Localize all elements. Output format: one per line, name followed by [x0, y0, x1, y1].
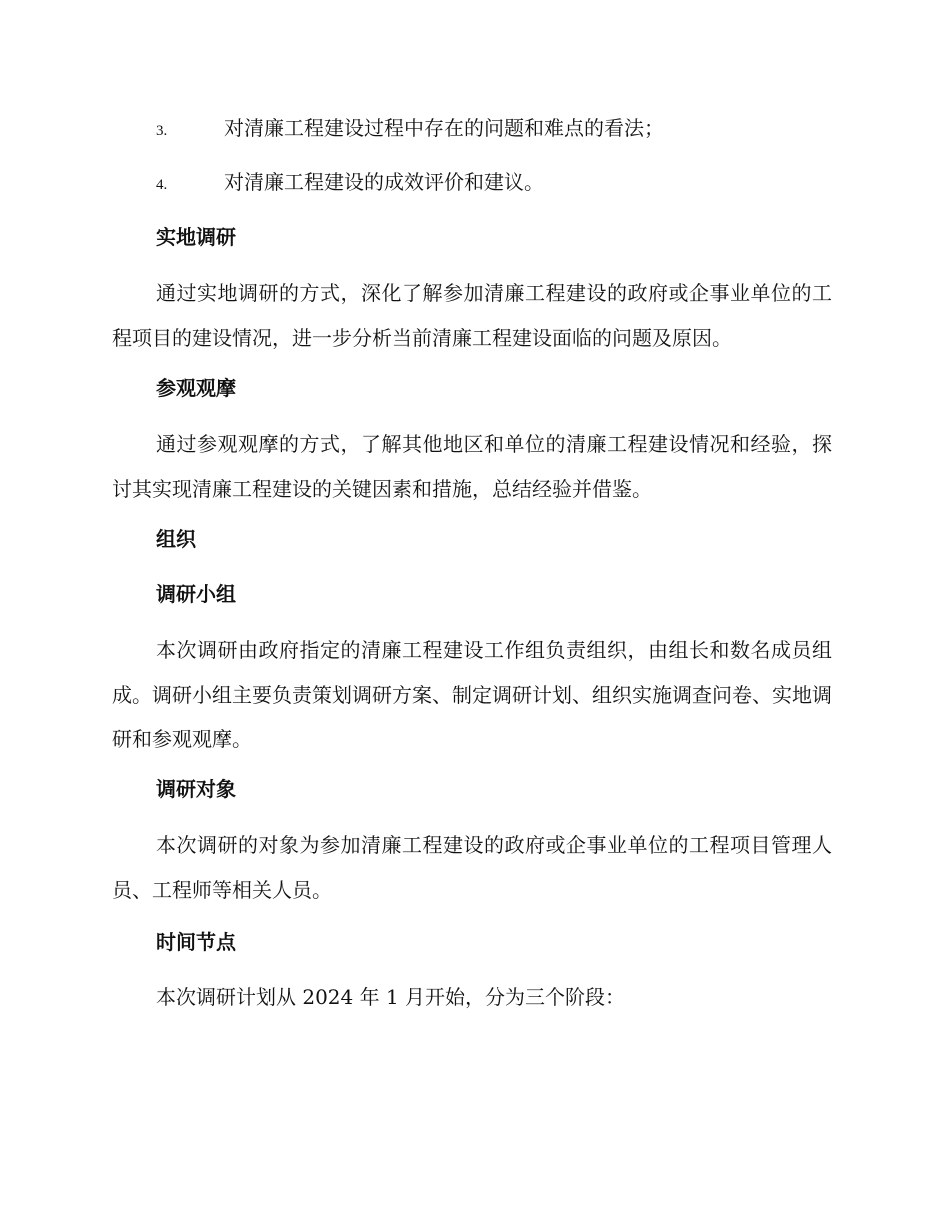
- heading-field-research: 实地调研: [156, 225, 236, 249]
- heading-target: 调研对象: [156, 777, 236, 801]
- paragraph-team: 本次调研由政府指定的清廉工程建设工作组负责组织，由组长和数名成员组成。调研小组主要负责策划调研方案、制定调研计划、组织实施调查问卷、实地调研和参观观摩。: [112, 638, 832, 751]
- paragraph-target: 本次调研的对象为参加清廉工程建设的政府或企事业单位的工程项目管理人员、工程师等相关人员。: [112, 833, 832, 902]
- heading-team: 调研小组: [156, 582, 236, 606]
- list-text: 对清廉工程建设的成效评价和建议。: [224, 170, 544, 194]
- list-item-4: [156, 168, 544, 199]
- list-number: 4.: [156, 177, 168, 193]
- paragraph-field-research: 通过实地调研的方式，深化了解参加清廉工程建设的政府或企事业单位的工程项目的建设情况，进一步分析当前清廉工程建设面临的问题及原因。: [112, 281, 832, 350]
- heading-visit: 参观观摩: [156, 376, 236, 400]
- paragraph-visit: 通过参观观摩的方式，了解其他地区和单位的清廉工程建设情况和经验，探讨其实现清廉工程建设的关键因素和措施，总结经验并借鉴。: [112, 432, 832, 501]
- list-number: 3.: [156, 123, 168, 139]
- list-item-3: [156, 114, 664, 145]
- heading-organization: 组织: [156, 527, 196, 551]
- heading-timeline: 时间节点: [156, 930, 236, 954]
- list-text: 对清廉工程建设过程中存在的问题和难点的看法；: [224, 116, 664, 140]
- paragraph-timeline: 本次调研计划从 2024 年 1 月开始，分为三个阶段：: [156, 985, 626, 1009]
